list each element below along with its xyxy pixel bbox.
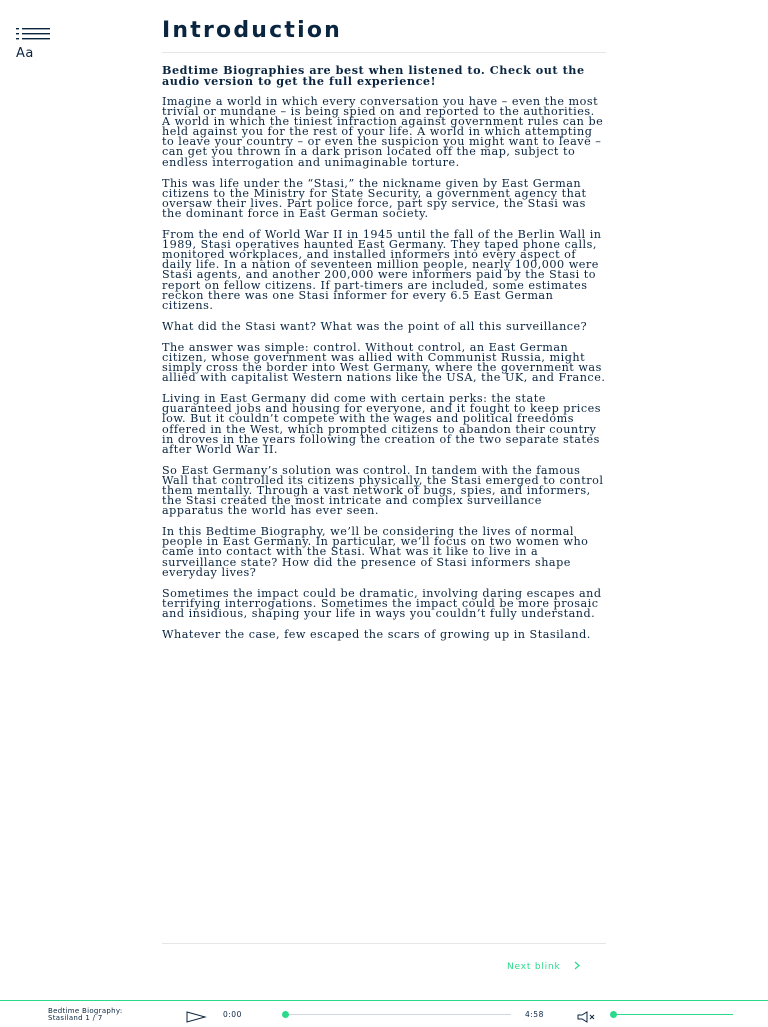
current-time: 0:00 — [223, 1010, 242, 1019]
paragraph-9: Sometimes the impact could be dramatic, involving daring escapes and terrifying interrogations. Sometimes the impact could be more prosaic and insidious, shaping your life in ways you couldn’t fully understand. — [162, 586, 602, 620]
paragraph-10: Whatever the case, few escaped the scars of growing up in Stasiland. — [162, 628, 591, 642]
page-title: Introduction — [162, 18, 343, 43]
paragraph-5: The answer was simple: control. Without control, an East German citizen, whose government was allied with Communist Russia, might simply cross the border into West Germany, where the government was allied with capitalist Western nations like the USA, the UK, and France. — [162, 340, 606, 385]
progress-handle[interactable] — [282, 1011, 289, 1018]
track-title — [48, 1008, 123, 1022]
font-settings-button[interactable]: Aa — [16, 46, 34, 61]
paragraph-8: In this Bedtime Biography, we’ll be considering the lives of normal people in East Germany. In particular, we’ll focus on two women who came into contact with the Stasi. What was it like to live in a surveillance state? How did the presence of Stasi informers shape everyday lives? — [162, 525, 589, 579]
chevron-right-icon — [574, 961, 580, 973]
volume-slider[interactable] — [613, 1014, 733, 1015]
track-title-line-1: Bedtime Biography: — [48, 1007, 123, 1015]
paragraph-4: What did the Stasi want? What was the point of all this surveillance? — [162, 319, 588, 333]
audio-notice: Bedtime Biographies are best when listened to. Check out the audio version to get the full experience! — [162, 63, 585, 88]
paragraph-2: This was life under the “Stasi,” the nickname given by East German citizens to the Ministry for State Security, a government agency that oversaw their lives. Part police force, part spy service, the Stasi was the dominant force in East German society. — [162, 176, 587, 220]
paragraph-3: From the end of World War II in 1945 until the fall of the Berlin Wall in 1989, Stasi operatives haunted East Germany. They taped phone calls, monitored workplaces, and installed informers into every aspect of daily life. In a nation of seventeen million people, nearly 100,000 were Stasi agents, and another 200,000 were informers paid by the Stasi to report on fellow citizens. If part-timers are included, some estimates reckon there was one Stasi informer for every 6.5 East German citizens. — [162, 228, 602, 312]
duration: 4:58 — [525, 1010, 544, 1019]
content-divider — [162, 943, 606, 944]
audio-player — [0, 1000, 768, 1025]
volume-icon[interactable] — [577, 1008, 597, 1020]
play-icon[interactable] — [185, 1008, 207, 1020]
paragraph-1: Imagine a world in which every conversation you have – even the most trivial or mundane – is being spied on and reported to the authorities. A world in which the tiniest infraction against government rules can be held against you for the rest of your life. A world in which attempting to leave your country – or even the suspicion you might want to leave – can get you thrown in a dark prison located off the map, subject to endless interrogation and unimaginable torture. — [162, 95, 604, 169]
paragraph-6: Living in East Germany did come with certain perks: the state guaranteed jobs and housing for everyone, and it fought to keep prices low. But it couldn’t compete with the wages and political freedoms offered in the West, which prompted citizens to abandon their country in droves in the years following the creation of the two separate states after World War II. — [162, 392, 602, 456]
volume-handle[interactable] — [610, 1011, 617, 1018]
next-blink-button[interactable] — [507, 960, 580, 974]
paragraph-7: So East Germany’s solution was control. In tandem with the famous Wall that controlled its citizens physically, the Stasi emerged to control them mentally. Through a vast network of bugs, spies, and informers, the Stasi created the most intricate and complex surveillance apparatus the world has ever seen. — [162, 463, 604, 518]
next-blink-label: Next blink — [507, 962, 561, 972]
list-menu-icon[interactable] — [16, 24, 52, 42]
article — [162, 18, 606, 640]
title-divider — [162, 52, 606, 53]
progress-slider[interactable] — [285, 1014, 511, 1015]
track-title-line-2: Stasiland 1 / 7 — [48, 1014, 103, 1022]
reader-controls — [16, 24, 56, 61]
